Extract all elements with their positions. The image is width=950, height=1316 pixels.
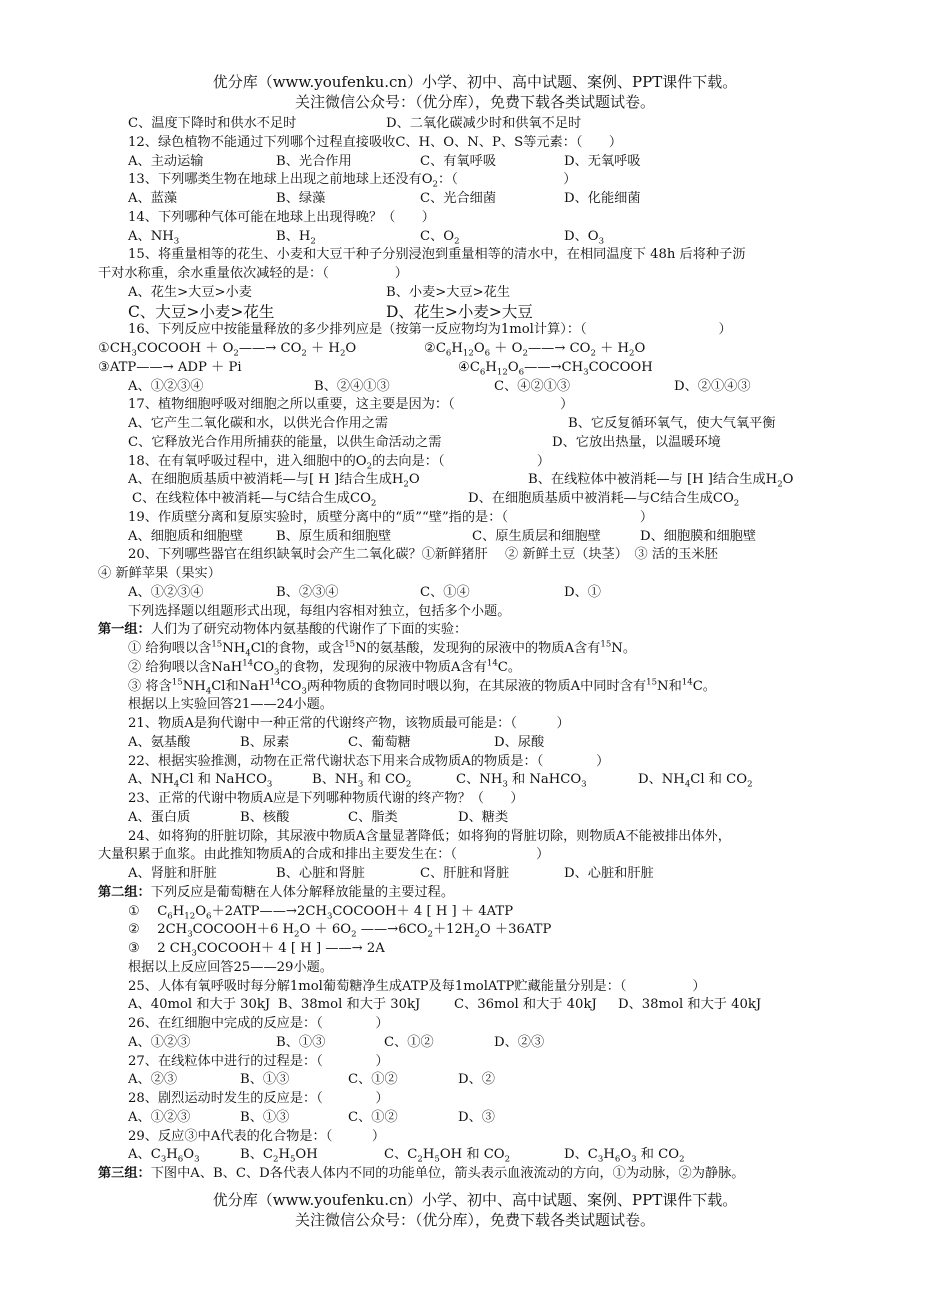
text-line: 第三组：下图中A、B、C、D各代表人体内不同的功能单位，箭头表示血液流动的方向，①为动脉，②为静脉。 — [98, 1166, 745, 1181]
text-line: 25、人体有氧呼吸时每分解1mol葡萄糖净生成ATP及每1molATP贮藏能量分别是：（ ） — [128, 978, 706, 994]
text-line: 15、将重量相等的花生、小麦和大豆干种子分别浸泡到重量相等的清水中，在相同温度下 48h 后将种子沥 — [128, 247, 746, 263]
page-footer — [0, 1190, 950, 1230]
answer-option: ③ATP——→ ADP ＋ Pi — [98, 359, 242, 375]
text-line: ② 给狗喂以含$NaH^{14}CO_3$的食物，发现狗的尿液中物质A含有$^{14}$C。 — [128, 658, 522, 678]
answer-option: D、$O_3$ — [564, 228, 605, 247]
answer-option: C、光合细菌 — [420, 191, 497, 206]
answer-option: C、$O_2$ — [420, 228, 460, 247]
answer-option: B、②④①③ — [314, 378, 390, 394]
text-line: 根据以上反应回答25——29小题。 — [128, 959, 333, 975]
text-line — [98, 340, 858, 359]
answer-option: D、②③ — [494, 1034, 545, 1050]
answer-option: A、$C_3H_6O_3$ — [128, 1147, 200, 1165]
answer-option: $②C_6H_{12}O_6$ ＋ $O_2——\to CO_2 + H_2O$ — [424, 341, 646, 359]
answer-option: B、$H_2$ — [276, 228, 316, 247]
answer-option: C、有氧呼吸 — [420, 153, 497, 169]
text-line: 第二组：下列反应是葡萄糖在人体分解释放能量的主要过程。 — [98, 884, 455, 900]
text-line: 29、反应③中A代表的化合物是：（ ） — [128, 1128, 386, 1144]
text-line: 17、植物细胞呼吸对细胞之所以重要，这主要是因为：（ ） — [128, 397, 574, 413]
answer-option: B、光合作用 — [276, 153, 352, 169]
answer-option: A、40mol 和大于 30kJ — [128, 997, 271, 1013]
text-line — [98, 378, 858, 397]
answer-option: D、在细胞质基质中被消耗—与C结合生成$CO_2$ — [468, 491, 740, 509]
answer-option: B、①③ — [240, 1109, 290, 1125]
answer-option: D、细胞膜和细胞壁 — [640, 528, 757, 544]
text-line: ④ 新鲜苹果（果实） — [98, 566, 221, 581]
text-line: 24、如将狗的肝脏切除，其尿液中物质A含量显著降低；如将狗的肾脏切除，则物质A不能被排出体外， — [128, 828, 731, 844]
answer-option: B、38mol 和大于 30kJ — [278, 997, 421, 1013]
answer-option: D、无氧呼吸 — [564, 153, 641, 169]
answer-option: A、蓝藻 — [128, 191, 178, 206]
answer-option: C、①② — [384, 1034, 434, 1050]
text-line: 根据以上实验回答21——24小题。 — [128, 697, 333, 713]
text-line — [98, 584, 858, 603]
text-line: 22、根据实验推测，动物在正常代谢状态下用来合成物质A的物质是：（ ） — [128, 753, 610, 769]
answer-option: D、化能细菌 — [564, 191, 641, 206]
text-line: 26、在红细胞中完成的反应是：（ ） — [128, 1016, 389, 1031]
text-line — [98, 359, 858, 378]
answer-option: C、$C_2H_5OH$ 和 $CO_2$ — [384, 1147, 511, 1165]
text-line: ③ 2 $CH_3COCOOH+ 4$ [ H ] ——→ 2A — [128, 941, 385, 959]
text-line: 19、作质壁分离和复原实验时，质壁分离中的“质”“壁”指的是：（ ） — [128, 509, 654, 525]
text-line: 27、在线粒体中进行的过程是：（ ） — [128, 1053, 389, 1069]
answer-option: B、绿藻 — [276, 191, 326, 206]
text-line: 16、下列反应中按能量释放的多少排列应是（按第一反应物均为1mol计算）：（ ） — [128, 322, 732, 338]
answer-option: C、①② — [348, 1072, 398, 1088]
text-line — [98, 228, 858, 247]
page-header — [0, 72, 950, 112]
text-line: ① 给狗喂以含$^{15}NH_4Cl$的食物，或含$^{15}$N的氨基酸，发现狗的尿液中的物质A含有$^{15}$N。 — [128, 639, 637, 659]
answer-option: A、氨基酸 — [128, 734, 191, 750]
text-line — [98, 1146, 858, 1165]
text-line — [98, 1109, 858, 1128]
answer-option: B、心脏和肾脏 — [276, 866, 365, 881]
answer-option: A、②③ — [128, 1072, 178, 1088]
text-line — [98, 865, 858, 884]
answer-option: A、蛋白质 — [128, 809, 191, 825]
answer-option: B、②③④ — [276, 584, 339, 600]
answer-option: D、②①④③ — [674, 378, 751, 394]
answer-option: B、尿素 — [240, 734, 290, 750]
answer-option: C、原生质层和细胞壁 — [472, 528, 601, 544]
text-line: 21、物质A是狗代谢中一种正常的代谢终产物，该物质最可能是：（ ） — [128, 716, 570, 731]
answer-option: A、花生>大豆>小麦 — [128, 284, 252, 300]
answer-option: A、①②③ — [128, 1034, 191, 1050]
answer-option: B、$NH_3$ 和 $CO_2$ — [312, 772, 412, 790]
answer-option: D、② — [458, 1072, 495, 1088]
text-line: 14、下列哪种气体可能在地球上出现得晚？（ ） — [128, 209, 435, 225]
answer-option: D、花生>小麦>大豆 — [386, 302, 533, 321]
answer-option: C、36mol 和大于 40kJ — [454, 997, 597, 1013]
text-line: 23、正常的代谢中物质A应是下列哪种物质代谢的终产物？（ ） — [128, 791, 524, 806]
text-line — [98, 734, 858, 753]
answer-option: A、在细胞质基质中被消耗—与[ H ]结合生成$H_2O$ — [128, 472, 420, 490]
answer-option: B、原生质和细胞壁 — [276, 528, 392, 544]
answer-option: A、①②③④ — [128, 378, 204, 394]
answer-option: D、① — [564, 584, 601, 600]
answer-option: A、肾脏和肝脏 — [128, 866, 217, 881]
answer-option: C、它释放光合作用所捕获的能量，以供生命活动之需 — [128, 434, 442, 450]
answer-option: D、心脏和肝脏 — [564, 866, 654, 881]
answer-option: C、$NH_3$ 和 NaHCO$_3$ — [456, 772, 587, 790]
text-line — [98, 115, 858, 134]
text-line: ③ 将含$^{15}NH_4Cl$和$NaH^{14}CO_3$两种物质的食物同时喂以狗，在其尿液的物质A中同时含有$^{15}$N和$^{14}$C。 — [128, 677, 716, 697]
answer-option: A、$NH_3$ — [128, 228, 180, 247]
text-line: 大量积累于血浆。由此推知物质A的合成和排出主要发生在：（ ） — [98, 847, 550, 863]
question-content — [98, 115, 858, 1184]
answer-option: D、$C_3H_6O_3$ 和 $CO_2$ — [564, 1147, 685, 1165]
footer-line-2: 关注微信公众号：（优分库），免费下载各类试题试卷。 — [294, 1211, 655, 1229]
answer-option: D、糖类 — [458, 809, 509, 825]
answer-option: B、在线粒体中被消耗—与 [H ]结合生成$H_2O$ — [528, 472, 794, 490]
answer-option: D、二氧化碳减少时和供氧不足时 — [386, 116, 582, 131]
answer-option: C、脂类 — [348, 809, 398, 825]
answer-option: A、细胞质和细胞壁 — [128, 528, 244, 544]
text-line — [98, 1034, 858, 1053]
text-line: 第一组：人们为了研究动物体内氨基酸的代谢作了下面的实验： — [98, 622, 468, 638]
answer-option: C、葡萄糖 — [348, 734, 411, 750]
text-line — [98, 303, 858, 322]
answer-option: C、大豆>小麦>花生 — [128, 302, 275, 321]
answer-option: B、①③ — [240, 1072, 290, 1088]
answer-option: C、在线粒体中被消耗—与C结合生成$CO_2$ — [132, 491, 377, 509]
text-line — [98, 153, 858, 172]
text-line — [98, 996, 858, 1015]
text-line — [98, 490, 858, 509]
answer-option: B、①③ — [276, 1034, 326, 1050]
text-line — [98, 434, 858, 453]
answer-option: A、它产生二氧化碳和水，以供光合作用之需 — [128, 416, 389, 431]
answer-option: D、它放出热量，以温暖环境 — [552, 434, 721, 450]
text-line: ② $2CH_3COCOOH+6$ $H_2O + 6O_2$ $——\to 6CO_2+12H_2O +36ATP$ — [128, 922, 552, 940]
text-line — [98, 190, 858, 209]
answer-option: C、④②①③ — [494, 378, 571, 394]
text-line: 干对水称重，余水重量依次减轻的是：（ ） — [98, 266, 408, 281]
text-line — [98, 1071, 858, 1090]
answer-option: D、尿酸 — [494, 734, 545, 750]
text-line — [98, 809, 858, 828]
answer-option: D、38mol 和大于 40kJ — [618, 997, 762, 1013]
text-line: 18、在有氧呼吸过程中，进入细胞中的$O_2$的去向是：（ ） — [128, 453, 551, 472]
text-line: 下列选择题以组题形式出现，每组内容相对独立，包括多个小题。 — [128, 603, 511, 619]
text-line: 13、下列哪类生物在地球上出现之前地球上还没有$O_2$：（ ） — [128, 172, 577, 190]
answer-option: $①CH_3COCOOH$ ＋ $O_2——\to CO_2 + H_2O$ — [98, 341, 357, 359]
answer-option: A、①②③④ — [128, 584, 204, 600]
answer-option: C、①② — [348, 1109, 398, 1125]
answer-option: A、①②③ — [128, 1109, 191, 1125]
answer-option: B、小麦>大豆>花生 — [386, 284, 511, 300]
text-line: ① $C_6H_{12}O_6+2ATP——\to 2CH_3COCOOH+ 4$ [ H ] ＋ 4ATP — [128, 903, 514, 922]
text-line — [98, 471, 858, 490]
answer-option: D、$NH_4Cl$ 和 $CO_2$ — [638, 772, 753, 790]
answer-option: A、主动运输 — [128, 153, 204, 169]
text-line: 20、下列哪些器官在组织缺氧时会产生二氧化碳？①新鲜猪肝 ② 新鲜土豆（块茎） ③ 活的玉米胚 — [128, 547, 718, 563]
text-line — [98, 528, 858, 547]
text-line — [98, 771, 858, 790]
header-line-1: 优分库（www.youfenku.cn）小学、初中、高中试题、案例、PPT课件下载。 — [212, 73, 738, 91]
text-line: 28、剧烈运动时发生的反应是：（ ） — [128, 1091, 389, 1106]
answer-option: C、温度下降时和供水不足时 — [128, 116, 297, 131]
header-line-2: 关注微信公众号：（优分库），免费下载各类试题试卷。 — [294, 93, 655, 111]
footer-line-1: 优分库（www.youfenku.cn）小学、初中、高中试题、案例、PPT课件下载。 — [212, 1191, 738, 1209]
answer-option: A、$NH_4Cl$ 和 NaHCO$_3$ — [128, 772, 273, 790]
text-line — [98, 415, 858, 434]
answer-option: C、肝脏和肾脏 — [420, 866, 510, 881]
text-line: 12、绿色植物不能通过下列哪个过程直接吸收C、H、O、N、P、S等元素：（ ） — [128, 134, 623, 150]
answer-option: $④C_6H_{12}O_6——\to CH_3COCOOH$ — [458, 359, 653, 378]
answer-option: D、③ — [458, 1109, 495, 1125]
answer-option: B、核酸 — [240, 809, 290, 825]
answer-option: B、$C_2H_5OH$ — [240, 1147, 318, 1165]
answer-option: B、它反复循环氧气，使大气氧平衡 — [568, 416, 776, 431]
answer-option: C、①④ — [420, 584, 470, 600]
text-line — [98, 284, 858, 303]
